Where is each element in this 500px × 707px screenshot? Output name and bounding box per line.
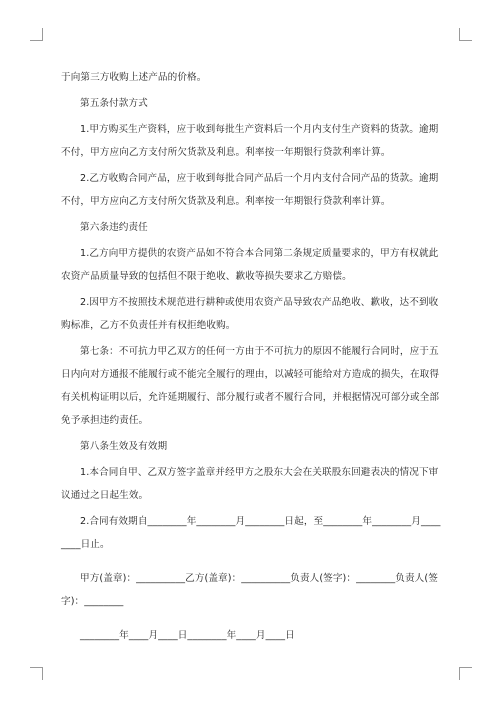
signature-date-line: ________年____月____日________年____月____日	[80, 630, 295, 641]
crop-mark-top-left	[30, 28, 43, 41]
paragraph-article-7: 第七条：不可抗力甲乙双方的任何一方由于不可抗力的原因不能履行合同时，应于五日内向对方通报不能履行或不能完全履行的理由，以减轻可能给对方造成的损失，在取得有关机构证明以后，允许延期履行、部分履行或者不履行合同，并根据情况可部分或全部免予承担违约责任。	[61, 346, 440, 426]
paragraph-6-1: 1.乙方向甲方提供的农资产品如不符合本合同第二条规定质量要求的，甲方有权就此农资产品质量导致的包括但不限于绝收、歉收等损失要求乙方赔偿。	[61, 248, 439, 282]
paragraph-6-2: 2.因甲方不按照技术规范进行耕种或使用农资产品导致农产品绝收、歉收，达不到收购标准，乙方不负责任并有权拒绝收购。	[61, 297, 439, 331]
heading-article-6: 第六条违约责任	[80, 222, 148, 233]
signature-block: 甲方(盖章)：__________乙方(盖章)：__________负责人(签字)：________负责人(签字)：________	[61, 573, 438, 607]
paragraph-5-2: 2.乙方收购合同产品，应于收到每批合同产品后一个月内支付合同产品的货款。逾期不付，甲方应向乙方支付所欠货款及利息。利率按一年期银行贷款利率计算。	[61, 173, 439, 207]
document-body	[61, 66, 445, 647]
crop-mark-top-right	[459, 28, 472, 41]
paragraph-5-1: 1.甲方购买生产资料，应于收到每批生产资料后一个月内支付生产资料的货款。逾期不付，甲方应向乙方支付所欠货款及利息。利率按一年期银行贷款利率计算。	[61, 124, 439, 158]
paragraph-continuation: 于向第三方收购上述产品的价格。	[61, 72, 207, 83]
crop-mark-bottom-left	[30, 667, 43, 680]
heading-article-8: 第八条生效及有效期	[80, 441, 168, 452]
crop-mark-bottom-right	[459, 667, 472, 680]
heading-article-5: 第五条付款方式	[80, 98, 148, 109]
paragraph-8-2: 2.合同有效期自________年________月________日起，至________年________月________日止。	[61, 516, 441, 550]
paragraph-8-1: 1.本合同自甲、乙双方签字盖章并经甲方之股东大会在关联股东回避表决的情况下审议通过之日起生效。	[61, 467, 439, 501]
